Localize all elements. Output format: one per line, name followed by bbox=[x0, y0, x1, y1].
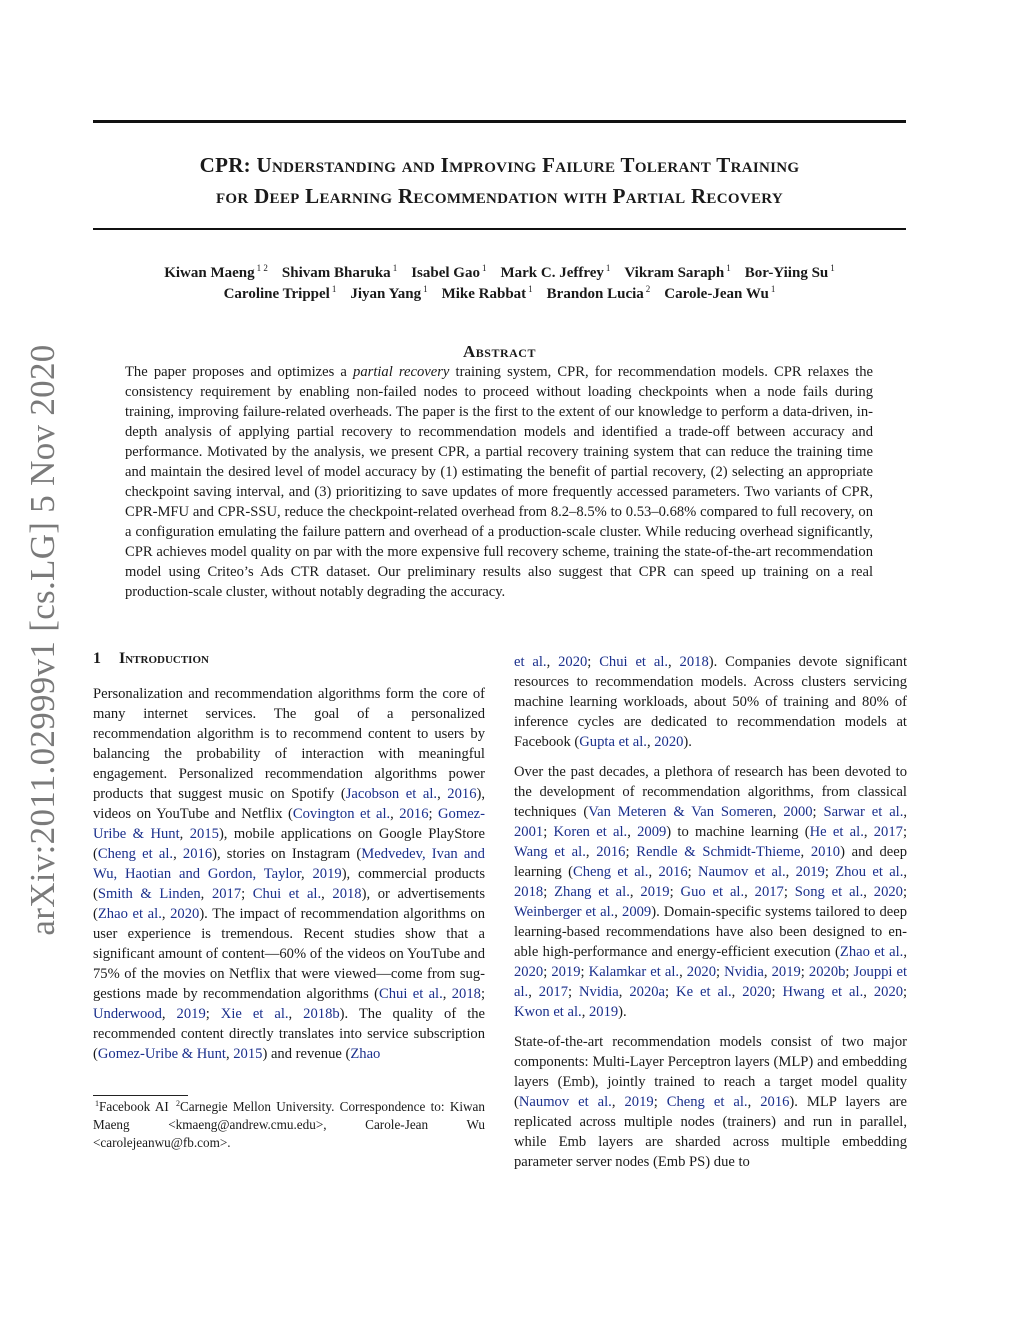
body-text: , bbox=[785, 864, 796, 880]
body-paragraph bbox=[93, 684, 485, 1064]
body-text: , bbox=[772, 804, 784, 820]
body-text: ; bbox=[902, 884, 908, 900]
author-name-text: Bor-Yiing Su bbox=[744, 265, 829, 281]
citation-link[interactable]: Naumov et al. bbox=[698, 864, 786, 880]
citation-link[interactable]: Zhou et al. bbox=[835, 864, 904, 880]
author-name bbox=[442, 286, 533, 302]
body-text: , bbox=[629, 884, 641, 900]
title-run: CPR: bbox=[199, 153, 257, 177]
citation-link[interactable]: 2017 bbox=[754, 884, 784, 900]
author-affiliation-mark: 1 bbox=[605, 263, 611, 273]
body-text: ). bbox=[683, 734, 692, 750]
citation-link[interactable]: Nvidia bbox=[724, 964, 764, 980]
citation-link[interactable]: Zhao et al. bbox=[97, 906, 162, 922]
body-text: ). The impact of recommendation algorithms on user experience is tremendous. Recent studies show that a significant amount of content—60% of the videos on YouTube and 75% of the movies on Netflix that were viewed—come from suggestions made by recommendation algorithms ( bbox=[93, 906, 485, 1002]
body-text: , bbox=[179, 826, 190, 842]
citation-link[interactable]: 2019 bbox=[312, 866, 342, 882]
citation-link[interactable]: 2015 bbox=[189, 826, 219, 842]
body-text: , bbox=[321, 886, 333, 902]
body-text: , bbox=[173, 846, 183, 862]
body-text: , bbox=[903, 944, 907, 960]
footnote-affiliation-2: Carnegie Mellon University. Correspondence to: Kiwan Maeng <kmaeng@andrew.cmu.edu>, Carole-Jean Wu <carolejeanwu@fb.com>. bbox=[93, 1099, 485, 1150]
citation-link[interactable]: Cheng et al. bbox=[573, 864, 649, 880]
body-text: ; bbox=[543, 884, 555, 900]
body-text: ; bbox=[241, 886, 253, 902]
citation-link[interactable]: Zhang et al. bbox=[554, 884, 630, 900]
section-number: 1 bbox=[93, 650, 101, 667]
author-row-1 bbox=[93, 263, 906, 284]
author-affiliation-mark: 1 2 bbox=[256, 263, 268, 273]
citation-link[interactable]: 2018 bbox=[332, 886, 362, 902]
body-text: ) to machine learning ( bbox=[666, 824, 810, 840]
citation-link[interactable]: Van Meteren & Van Someren bbox=[588, 804, 773, 820]
citation-link[interactable]: 2016 bbox=[182, 846, 213, 862]
citation-link[interactable]: 2017 bbox=[873, 824, 903, 840]
body-text: ; bbox=[653, 1094, 667, 1110]
title-bottom-rule bbox=[93, 228, 906, 230]
body-text: ) and revenue ( bbox=[262, 1046, 351, 1062]
author-name-text: Brandon Lucia bbox=[546, 286, 644, 302]
citation-link[interactable]: Song et al. bbox=[794, 884, 864, 900]
body-text: ; bbox=[480, 986, 485, 1002]
citation-link[interactable]: 2019 bbox=[771, 964, 801, 980]
body-text: , bbox=[225, 1046, 234, 1062]
body-text: , bbox=[744, 884, 755, 900]
body-text: , bbox=[581, 1004, 589, 1020]
citation-link[interactable]: 2020 bbox=[558, 654, 588, 670]
body-text: , bbox=[863, 824, 874, 840]
citation-link[interactable]: 2015 bbox=[233, 1046, 263, 1062]
citation-link[interactable]: 2017 bbox=[538, 984, 568, 1000]
body-text: , bbox=[611, 1094, 625, 1110]
footnote-mark-1: 1 bbox=[95, 1099, 99, 1108]
citation-link[interactable]: Nvidia bbox=[579, 984, 619, 1000]
author-name bbox=[224, 286, 337, 302]
citation-link[interactable]: Xie et al. bbox=[220, 1006, 289, 1022]
citation-link[interactable]: 2009 bbox=[637, 824, 667, 840]
citation-link[interactable]: 2016 bbox=[447, 786, 477, 802]
body-text: , bbox=[546, 654, 559, 670]
body-text: ; bbox=[205, 1006, 221, 1022]
citation-link[interactable]: 2019 bbox=[551, 964, 581, 980]
body-text: , bbox=[442, 986, 452, 1002]
citation-link[interactable]: Cheng et al. bbox=[97, 846, 174, 862]
citation-link[interactable]: Kalamkar et al. bbox=[588, 964, 680, 980]
author-name-text: Jiyan Yang bbox=[350, 286, 422, 302]
body-text: ; bbox=[567, 984, 579, 1000]
body-text: ; bbox=[543, 824, 554, 840]
footnote-rule bbox=[93, 1095, 188, 1096]
citation-link[interactable]: 2016 bbox=[760, 1094, 790, 1110]
author-affiliation-mark: 1 bbox=[726, 263, 731, 273]
body-text: ; bbox=[625, 844, 637, 860]
author-name-text: Vikram Saraph bbox=[624, 265, 725, 281]
author-name-text: Kiwan Maeng bbox=[164, 265, 255, 281]
citation-link[interactable]: 2009 bbox=[622, 904, 652, 920]
body-text: ). The quality of the recommended content directly translates into service subscription ( bbox=[93, 1006, 486, 1062]
body-paragraph bbox=[514, 652, 907, 752]
citation-link[interactable]: 2010 bbox=[810, 844, 841, 860]
citation-link[interactable]: 2000 bbox=[783, 804, 813, 820]
body-text: ; bbox=[665, 984, 677, 1000]
body-text: ) and deep learning ( bbox=[514, 844, 908, 880]
body-text: , bbox=[668, 654, 680, 670]
citation-link[interactable]: Hwang et al. bbox=[782, 984, 864, 1000]
abstract-emphasis: partial recovery bbox=[353, 364, 450, 380]
body-text: ; bbox=[812, 804, 824, 820]
body-text: , bbox=[747, 1094, 761, 1110]
citation-link[interactable]: 2020 bbox=[654, 734, 684, 750]
citation-link[interactable]: He et al. bbox=[809, 824, 864, 840]
citation-link[interactable]: Guo et al. bbox=[680, 884, 745, 900]
citation-link[interactable]: Zhao bbox=[350, 1046, 381, 1062]
citation-link[interactable]: et al. bbox=[514, 654, 547, 670]
body-text: ), or advertisements ( bbox=[93, 886, 486, 922]
author-affiliation-mark: 1 bbox=[481, 263, 487, 273]
author-list bbox=[93, 263, 906, 305]
citation-link[interactable]: 2019 bbox=[795, 864, 825, 880]
body-text: , bbox=[763, 964, 772, 980]
body-text: , bbox=[437, 786, 448, 802]
citation-link[interactable]: 2020 bbox=[170, 906, 200, 922]
body-text: , bbox=[627, 824, 638, 840]
footnote bbox=[93, 1098, 485, 1152]
citation-link[interactable]: 2020b bbox=[808, 964, 846, 980]
body-text: , bbox=[528, 984, 539, 1000]
body-text: ; bbox=[669, 884, 681, 900]
author-name-text: Mark C. Jeffrey bbox=[500, 265, 604, 281]
title-line-2 bbox=[93, 181, 906, 212]
body-text: ). Companies devote significant resources to recommendation models. Across clusters servicing machine learning workloads, about 50% of training and 80% of inference cycles are dedicated to recommendation models at Facebook ( bbox=[514, 654, 907, 750]
title-run: for Deep Learning Recommendation with Partial Recovery bbox=[215, 184, 784, 208]
body-text: , bbox=[585, 844, 597, 860]
body-text: Personalization and recommendation algorithms form the core of many internet services. The goal of a personalized recommendation algorithm is to recommend content to users by balancing the probability of interaction with meaningful engagement. Personalized recommendation algorithms power products that suggest music on Spotify ( bbox=[93, 686, 485, 802]
body-text: , bbox=[903, 804, 908, 820]
body-text: , bbox=[161, 1006, 177, 1022]
citation-link[interactable]: Sarwar et al. bbox=[823, 804, 904, 820]
citation-link[interactable]: Cheng et al. bbox=[666, 1094, 748, 1110]
citation-link[interactable]: Wang et al. bbox=[514, 844, 586, 860]
citation-link[interactable]: Covington et al. bbox=[292, 806, 391, 822]
citation-link[interactable]: Chui et al. bbox=[252, 886, 322, 902]
section-title: Introduction bbox=[119, 650, 209, 667]
author-affiliation-mark: 1 bbox=[830, 263, 835, 273]
footnote-mark-2: 2 bbox=[176, 1099, 181, 1108]
citation-link[interactable]: 2020 bbox=[873, 984, 904, 1000]
body-text: ). bbox=[618, 1004, 627, 1020]
author-name bbox=[500, 265, 610, 281]
citation-link[interactable]: Chui et al. bbox=[379, 986, 443, 1002]
author-name-text: Isabel Gao bbox=[411, 265, 480, 281]
footnote-affiliation-1: Facebook AI bbox=[99, 1099, 175, 1114]
citation-link[interactable]: 2017 bbox=[211, 886, 242, 902]
body-text: , bbox=[903, 864, 908, 880]
body-text: ; bbox=[800, 964, 809, 980]
citation-link[interactable]: 2020 bbox=[742, 984, 772, 1000]
abstract-text-after: training system, CPR, for recommendation models. CPR relaxes the consistency requirement by enabling non-failed nodes to proceed without loading checkpoints when a node fails during training, improving failure-related overheads. The paper is the first to the extent of our knowledge to perform a data-driven, in-depth analysis of applying partial recovery to recommendation models and identified a trade-off between accuracy and performance. Motivated by the analysis, we present CPR, a partial recovery training system that can reduce the training time and maintain the desired level of model accuracy by (1) estimating the benefit of partial recovery, (2) selecting an appropriate checkpoint saving interval, and (3) prioritizing to save updates of more frequently accessed parameters. Two variants of CPR, CPR-MFU and CPR-SSU, reduce the checkpoint-related overhead from 8.2–8.5% to 0.53–0.68% compared to full recovery, on a configuration emulating the failure pattern and overhead of a production-scale cluster. While reducing overhead significantly, CPR achieves model quality on par with the more expensive full recovery scheme, training the state-of-the-art recommendation model using Criteo’s Ads CTR dataset. Our preliminary results also suggest that CPR can speed up training on a real production-scale cluster, without notably degrading the accuracy. bbox=[125, 364, 873, 600]
citation-link[interactable]: 2018 bbox=[679, 654, 709, 670]
citation-link[interactable]: 2020 bbox=[686, 964, 716, 980]
author-affiliation-mark: 1 bbox=[528, 284, 533, 294]
author-affiliation-mark: 1 bbox=[423, 284, 428, 294]
author-name bbox=[664, 286, 775, 302]
body-text: , bbox=[161, 906, 171, 922]
body-text: ), stories on Instagram ( bbox=[212, 846, 362, 862]
citation-link[interactable]: Jacobson et al. bbox=[345, 786, 438, 802]
body-text: ; bbox=[687, 864, 699, 880]
body-text: ), videos on YouTube and Netflix ( bbox=[93, 786, 485, 822]
citation-link[interactable]: Smith & Linden bbox=[97, 886, 201, 902]
citation-link[interactable]: 2018b bbox=[303, 1006, 340, 1022]
body-text: ; bbox=[580, 964, 589, 980]
citation-link[interactable]: 2018 bbox=[514, 884, 544, 900]
body-text: , bbox=[648, 864, 659, 880]
citation-link[interactable]: Zhao et al. bbox=[839, 944, 904, 960]
right-column-body bbox=[514, 652, 907, 1182]
citation-link[interactable]: Rendle & Schmidt-Thieme bbox=[636, 844, 801, 860]
citation-link[interactable]: 2019 bbox=[640, 884, 670, 900]
citation-link[interactable]: Gupta et al. bbox=[579, 734, 647, 750]
author-name-text: Caroline Trippel bbox=[223, 286, 330, 302]
citation-link[interactable]: Underwood bbox=[93, 1006, 162, 1022]
citation-link[interactable]: 2018 bbox=[451, 986, 481, 1002]
body-text: ; bbox=[428, 806, 439, 822]
left-column-body bbox=[93, 684, 485, 1074]
body-text: , bbox=[200, 886, 212, 902]
citation-link[interactable]: Weinberger et al. bbox=[514, 904, 615, 920]
paper-title bbox=[93, 150, 906, 212]
body-text: ), commercial products ( bbox=[93, 866, 486, 902]
body-text: ; bbox=[824, 864, 836, 880]
citation-link[interactable]: Chui et al. bbox=[599, 654, 669, 670]
citation-link[interactable]: Ke et al. bbox=[676, 984, 732, 1000]
body-text: ; bbox=[902, 824, 907, 840]
citation-link[interactable]: Gomez-Uribe & Hunt bbox=[93, 806, 486, 842]
author-affiliation-mark: 1 bbox=[770, 284, 776, 294]
citation-link[interactable]: 2016 bbox=[596, 844, 626, 860]
author-name-text: Mike Rabbat bbox=[441, 286, 527, 302]
citation-link[interactable]: 2020 bbox=[514, 964, 544, 980]
body-text: ), mobile applications on Google PlayStore ( bbox=[93, 826, 485, 862]
citation-link[interactable]: 2019 bbox=[588, 1004, 619, 1020]
body-paragraph bbox=[514, 1032, 907, 1172]
citation-link[interactable]: Kwon et al. bbox=[514, 1004, 582, 1020]
title-line-1 bbox=[93, 150, 906, 181]
citation-link[interactable]: 2001 bbox=[514, 824, 544, 840]
body-text: ; bbox=[845, 964, 854, 980]
author-row-2 bbox=[93, 284, 906, 305]
author-affiliation-mark: 1 bbox=[331, 284, 337, 294]
author-name-text: Shivam Bharuka bbox=[281, 265, 391, 281]
top-rule-thick bbox=[93, 120, 906, 123]
citation-link[interactable]: Medvedev, Ivan and Wu, Haotian and Gordon, Taylor bbox=[93, 846, 485, 882]
body-text: ; bbox=[903, 984, 908, 1000]
author-name bbox=[547, 286, 651, 302]
citation-link[interactable]: 2016 bbox=[399, 806, 429, 822]
author-name bbox=[282, 265, 397, 281]
body-text: ; bbox=[771, 984, 783, 1000]
author-affiliation-mark: 1 bbox=[392, 263, 398, 273]
abstract-text bbox=[125, 362, 873, 602]
body-text: , bbox=[390, 806, 400, 822]
body-text: ). MLP layers are replicated across multiple nodes (trainers) and run in parallel, while Emb layers are sharded across multiple embedding parameter server nodes (Emb PS) due to bbox=[514, 1094, 908, 1170]
body-text: , bbox=[863, 984, 874, 1000]
body-text: ; bbox=[783, 884, 795, 900]
author-affiliation-mark: 2 bbox=[645, 284, 651, 294]
citation-link[interactable]: Naumov et al. bbox=[518, 1094, 612, 1110]
body-text: , bbox=[618, 984, 630, 1000]
abstract-text-before: The paper proposes and optimizes a bbox=[125, 364, 354, 380]
body-text: State-of-the-art recommendation models consist of two major components: Multi-Layer Perceptron layers (MLP) and embedding layers (Emb), jointly trained to reach a target model quality ( bbox=[514, 1034, 907, 1110]
body-text: , bbox=[614, 904, 623, 920]
citation-link[interactable]: 2020 bbox=[873, 884, 903, 900]
body-text: , bbox=[301, 866, 313, 882]
body-text: , bbox=[679, 964, 687, 980]
body-text: , bbox=[863, 884, 874, 900]
author-name bbox=[624, 265, 730, 281]
author-name bbox=[745, 265, 835, 281]
body-text: ). Domain-specific systems tailored to deep learning-based recommendations have also been designed to enable high-performance and energy-efficient execution ( bbox=[514, 904, 907, 960]
section-heading bbox=[93, 650, 209, 668]
body-paragraph bbox=[514, 762, 907, 1022]
citation-link[interactable]: 2016 bbox=[658, 864, 688, 880]
citation-link[interactable]: Koren et al. bbox=[553, 824, 628, 840]
abstract-heading: Abstract bbox=[463, 342, 536, 361]
body-text: ; bbox=[715, 964, 725, 980]
author-name-text: Carole-Jean Wu bbox=[664, 286, 769, 302]
arxiv-identifier: arXiv:2011.02999v1 [cs.LG] 5 Nov 2020 bbox=[23, 344, 62, 936]
body-text: , bbox=[800, 844, 811, 860]
body-text: , bbox=[646, 734, 655, 750]
body-text: Over the past decades, a plethora of research has been devoted to the development of recommendation algorithms, from classical techniques ( bbox=[514, 764, 907, 820]
body-text: ; bbox=[587, 654, 600, 670]
citation-link[interactable]: 2020a bbox=[629, 984, 666, 1000]
citation-link[interactable]: Gomez-Uribe & Hunt bbox=[97, 1046, 226, 1062]
citation-link[interactable]: Jouppi et al. bbox=[514, 964, 908, 1000]
author-name bbox=[350, 286, 427, 302]
body-text: , bbox=[288, 1006, 304, 1022]
author-name bbox=[164, 265, 268, 281]
citation-link[interactable]: 2019 bbox=[624, 1094, 654, 1110]
author-name bbox=[411, 265, 486, 281]
body-text: , bbox=[731, 984, 743, 1000]
citation-link[interactable]: 2019 bbox=[176, 1006, 206, 1022]
body-text: ; bbox=[543, 964, 552, 980]
title-run: Understanding and Improving Failure Tolerant Training bbox=[256, 153, 800, 177]
